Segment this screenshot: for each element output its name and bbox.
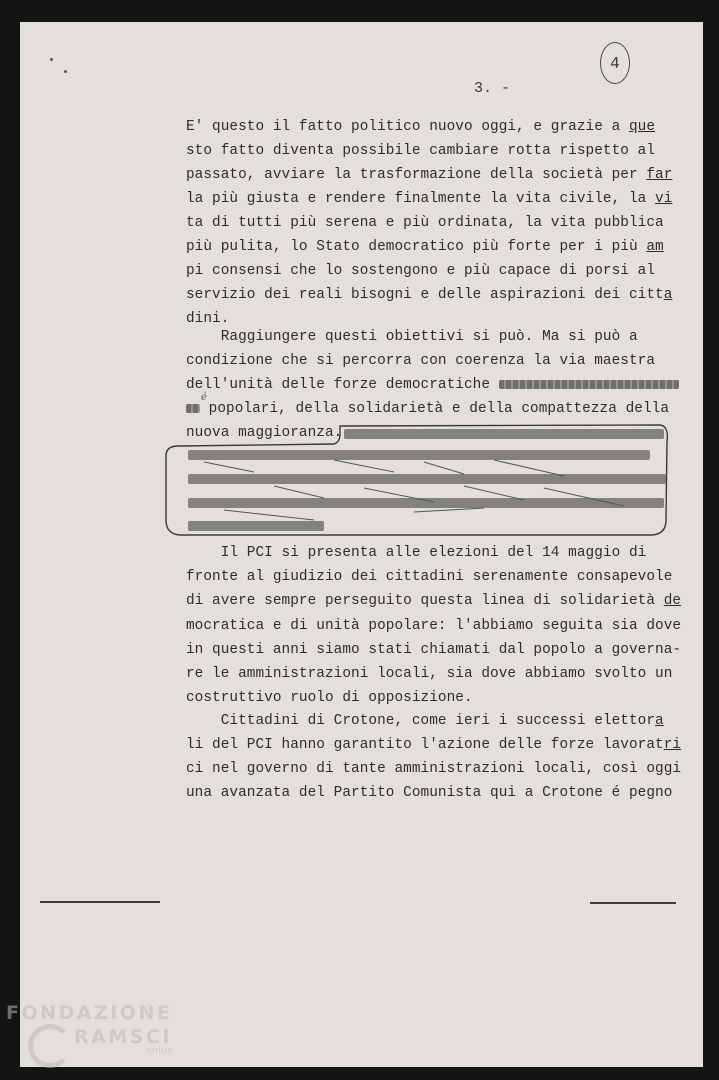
paragraph-1-line (186, 190, 672, 208)
line-text: li del PCI hanno garantito l'azione delle forze lavorat (186, 737, 664, 753)
watermark-line: FONDAZIONE (6, 1002, 173, 1024)
paragraph-2-line (186, 376, 679, 394)
line-text: Il PCI si presenta alle elezioni del 14 maggio di (186, 545, 647, 561)
paragraph-4-line (186, 760, 681, 778)
cancel-scribble (204, 460, 624, 520)
line-text: re le amministrazioni locali, sia dove abbiamo svolto un (186, 666, 673, 682)
folio-number-text: 4 (610, 54, 620, 72)
line-text: una avanzata del Partito Comunista qui a Crotone é pegno (186, 785, 673, 801)
underlined-syllable: a (655, 713, 664, 729)
struck-out-text (186, 404, 200, 413)
underlined-syllable: a (663, 287, 673, 303)
paragraph-4-line (186, 712, 664, 730)
paragraph-2-line: Raggiungere questi obiettivi si può. Ma si può a (186, 329, 638, 345)
paragraph-2-line (186, 400, 669, 418)
line-text: pi consensi che lo sostengono e più capace di porsi al (186, 263, 656, 279)
line-text: fronte al giudizio dei cittadini serenamente consapevole (186, 569, 673, 586)
paragraph-1-line (186, 166, 672, 184)
paragraph-3-line (186, 544, 646, 562)
paragraph-1-line (186, 238, 664, 256)
watermark-logo (6, 1002, 173, 1056)
paragraph-2-line: condizione che si percorra con coerenza la via maestra (186, 353, 656, 369)
watermark-line: onlus (146, 1046, 173, 1056)
paragraph-3-line (186, 592, 681, 610)
paragraph-1-line (186, 310, 229, 328)
paragraph-3-line (186, 689, 473, 707)
line-text: ta di tutti più serena e più ordinata, la vita pubblica (186, 215, 664, 231)
watermark-line: RAMSCI (74, 1026, 172, 1048)
line-text: di avere sempre perseguito questa linea di solidarietà (186, 593, 664, 610)
line-text: mocratica e di unità popolare: l'abbiamo seguita sia dove (186, 617, 682, 634)
paragraph-3-line (186, 641, 681, 659)
page-number: 3. - (474, 80, 511, 97)
paragraph-3-line (186, 665, 672, 683)
struck-out-text (188, 521, 324, 531)
line-text: ci nel governo di tante amministrazioni locali, così oggi (186, 761, 682, 777)
struck-out-text (344, 429, 664, 439)
paragraph-1-line (186, 142, 655, 160)
paragraph-2-line: nuova maggioranza. (186, 425, 343, 441)
divider-line (40, 901, 160, 903)
line-text: passato, avviare la trasformazione della società per (186, 167, 647, 183)
cancelled-text-block (164, 422, 668, 536)
underlined-syllable: vi (655, 191, 673, 207)
paragraph-4-line (186, 736, 681, 754)
paragraph-1-line (186, 262, 655, 280)
line-text: servizio dei reali bisogni e delle aspirazioni dei citt (186, 287, 664, 303)
watermark-g-icon (28, 1024, 72, 1068)
underlined-syllable: que (628, 119, 656, 135)
line-text: dini. (186, 311, 230, 327)
paragraph-3-line (186, 617, 681, 635)
paragraph-1-line (186, 118, 655, 136)
line-text: in questi anni siamo stati chiamati dal popolo a governa- (186, 641, 682, 658)
underlined-syllable: ri (663, 737, 682, 753)
line-text: E' questo il fatto politico nuovo oggi, e grazie a (186, 119, 629, 135)
line-text: Cittadini di Crotone, come ieri i successi elettor (186, 713, 656, 729)
struck-out-text (499, 380, 679, 389)
struck-out-text (188, 474, 666, 484)
ink-speck (64, 70, 67, 73)
folio-number (600, 42, 630, 84)
struck-out-text (188, 498, 664, 508)
paragraph-1-line (186, 214, 664, 232)
line-text: la più giusta e rendere finalmente la vita civile, la (186, 191, 656, 207)
underlined-syllable: am (646, 239, 664, 255)
paragraph-4-line (186, 784, 672, 802)
underlined-syllable: de (663, 593, 682, 610)
line-text: sto fatto diventa possibile cambiare rotta rispetto al (186, 143, 656, 159)
underlined-syllable: far (646, 167, 673, 183)
divider-line (590, 902, 676, 904)
paragraph-2-text: dell'unità delle forze democratiche (186, 377, 499, 393)
paragraph-2-text: popolari, della solidarietà e della compattezza della (200, 401, 670, 417)
ink-speck (50, 58, 53, 61)
struck-out-text (188, 450, 650, 460)
line-text: più pulita, lo Stato democratico più forte per i più (186, 239, 647, 255)
line-text: costruttivo ruolo di opposizione. (186, 690, 473, 707)
paragraph-3-line (186, 568, 672, 586)
paragraph-1-line (186, 286, 672, 304)
insertion-mark: é (201, 392, 207, 403)
